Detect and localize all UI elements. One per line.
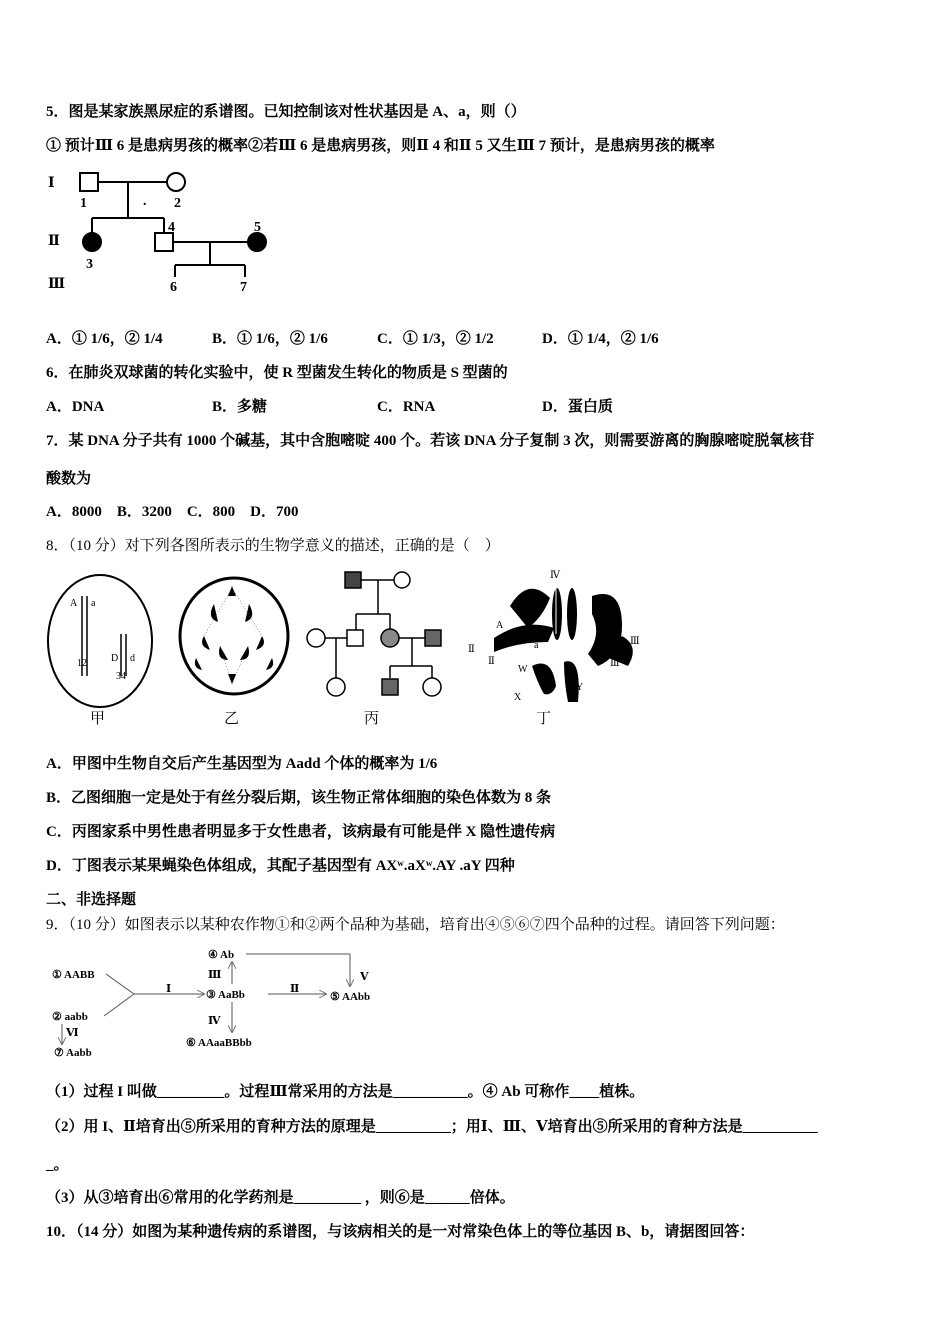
- individual-2: [167, 173, 185, 191]
- step-V: Ⅴ: [360, 971, 369, 983]
- individual-3: [83, 233, 101, 251]
- node-1-AABB: ① AABB: [52, 969, 95, 981]
- node-7-Aabb: ⑦ Aabb: [54, 1047, 92, 1059]
- section-2-title: 二、非选择题: [46, 892, 137, 908]
- q9-sub1: （1）过程 I 叫做_________。过程Ⅲ常采用的方法是__________。④ Ab 可称作____植株。: [46, 1084, 645, 1100]
- node-5-AAbb: ⑤ AAbb: [330, 991, 371, 1003]
- label-ding: 丁: [536, 711, 552, 727]
- figure-yi: [180, 578, 288, 727]
- bing-I2-female: [394, 572, 410, 588]
- jia-gene-d: d: [130, 653, 135, 664]
- q8-option-a: A．甲图中生物自交后产生基因型为 Aadd 个体的概率为 1/6: [46, 756, 438, 772]
- ding-label-III-top: Ⅲ: [630, 636, 640, 647]
- q6-option-b: B．多糖: [212, 399, 268, 415]
- ding-label-IV: Ⅳ: [550, 570, 560, 581]
- ding-label-II-left: Ⅱ: [468, 644, 475, 655]
- label-5: 5: [254, 220, 261, 235]
- q9-sub2-line1: （2）用 I、Ⅱ培育出⑤所采用的育种方法的原理是__________；用Ⅰ、Ⅲ、Ⅴ培育出⑤所采用的育种方法是__________: [46, 1119, 818, 1135]
- jia-gene-a: a: [91, 598, 96, 609]
- pedigree-figure-q5: [40, 165, 290, 300]
- q6-option-d: D．蛋白质: [542, 399, 613, 415]
- ding-label-II-right: Ⅱ: [488, 656, 495, 667]
- q5-option-c: C．① 1/3，② 1/2: [377, 331, 494, 347]
- label-7: 7: [240, 280, 247, 295]
- jia-num-12: 12: [77, 658, 87, 669]
- jia-gene-D: D: [111, 653, 119, 664]
- q9-sub2-line2: _。: [46, 1157, 69, 1173]
- jia-num-34: 34: [116, 671, 126, 682]
- q5-option-d: D．① 1/4，② 1/6: [542, 331, 659, 347]
- figure-bing: [307, 572, 441, 727]
- step-IV: Ⅳ: [208, 1015, 221, 1027]
- ding-gene-W: W: [518, 664, 528, 675]
- node-6-AAaaBBbb: ⑥ AAaaBBbb: [186, 1037, 252, 1049]
- q10-stem: 10．（14 分）如图为某种遗传病的系谱图，与该病相关的是一对常染色体上的等位基因 B、b，请据图回答：: [46, 1224, 755, 1240]
- q7-options: A．8000 B．3200 C．800 D．700: [46, 504, 299, 520]
- step-III: Ⅲ: [208, 969, 222, 981]
- q8-figures: [44, 566, 664, 731]
- q6-option-c: C．RNA: [377, 399, 436, 415]
- ding-gene-a: a: [534, 640, 539, 651]
- label-3: 3: [86, 257, 93, 272]
- node-2-aabb: ② aabb: [52, 1011, 88, 1023]
- q6-option-a: A．DNA: [46, 399, 105, 415]
- bing-I1-affected-male: [345, 572, 361, 588]
- q6-stem: 6．在肺炎双球菌的转化实验中，使 R 型菌发生转化的物质是 S 型菌的: [46, 365, 508, 381]
- label-jia: 甲: [90, 711, 106, 727]
- individual-1: [80, 173, 98, 191]
- label-bing: 丙: [364, 711, 380, 727]
- node-3-AaBb: ③ AaBb: [206, 989, 245, 1001]
- q8-stem: 8．（10 分）对下列各图所表示的生物学意义的描述，正确的是（ ）: [46, 538, 500, 554]
- ding-gene-A: A: [496, 620, 504, 631]
- q9-stem: 9．（10 分）如图表示以某种农作物①和②两个品种为基础，培育出④⑤⑥⑦四个品种的过程。请回答下列问题：: [46, 917, 785, 933]
- label-2: 2: [174, 196, 181, 211]
- label-4: 4: [168, 220, 175, 235]
- pedigree-dot: .: [143, 194, 147, 209]
- q5-sub: ① 预计Ⅲ 6 是患病男孩的概率②若Ⅲ 6 是患病男孩，则Ⅱ 4 和Ⅱ 5 又生Ⅲ 7 预计，是患病男孩的概率: [46, 138, 715, 154]
- ding-label-X: X: [514, 692, 522, 703]
- q9-sub3: （3）从③培育出⑥常用的化学药剂是_________ ，则⑥是______倍体。: [46, 1190, 515, 1206]
- label-6: 6: [170, 280, 177, 295]
- individual-4: [155, 233, 173, 251]
- ding-label-III-bottom: Ⅲ: [610, 658, 620, 669]
- individual-5: [248, 233, 266, 251]
- q5-option-a: A．① 1/6，② 1/4: [46, 331, 163, 347]
- gen-label-1: Ⅰ: [48, 176, 55, 191]
- step-II: Ⅱ: [290, 983, 300, 995]
- figure-jia: [48, 575, 152, 727]
- figure-ding: [468, 570, 640, 727]
- jia-gene-A: A: [70, 598, 78, 609]
- ding-label-Y: Y: [576, 682, 584, 693]
- q8-option-d: D．丁图表示某果蝇染色体组成，其配子基因型有 AXʷ.aXʷ.AY .aY 四种: [46, 858, 515, 874]
- label-1: 1: [80, 196, 87, 211]
- q5-option-b: B．① 1/6，② 1/6: [212, 331, 328, 347]
- q7-stem-line1: 7．某 DNA 分子共有 1000 个碱基，其中含胞嘧啶 400 个。若该 DNA 分子复制 3 次，则需要游离的胸腺嘧啶脱氧核苷: [46, 433, 815, 449]
- gen-label-3: Ⅲ: [48, 277, 66, 292]
- step-I: Ⅰ: [166, 983, 172, 995]
- q8-option-b: B．乙图细胞一定是处于有丝分裂后期，该生物正常体细胞的染色体数为 8 条: [46, 790, 552, 806]
- q8-option-c: C．丙图家系中男性患者明显多于女性患者，该病最有可能是伴 X 隐性遗传病: [46, 824, 556, 840]
- node-4-Ab: ④ Ab: [208, 949, 235, 961]
- gen-label-2: Ⅱ: [48, 234, 60, 249]
- q7-stem-line2: 酸数为: [46, 471, 92, 487]
- step-VI: Ⅵ: [66, 1027, 79, 1039]
- label-yi: 乙: [224, 711, 240, 727]
- q5-stem: 5．图是某家族黑尿症的系谱图。已知控制该对性状基因是 A、a，则（）: [46, 104, 526, 120]
- q9-breeding-diagram: [46, 944, 396, 1062]
